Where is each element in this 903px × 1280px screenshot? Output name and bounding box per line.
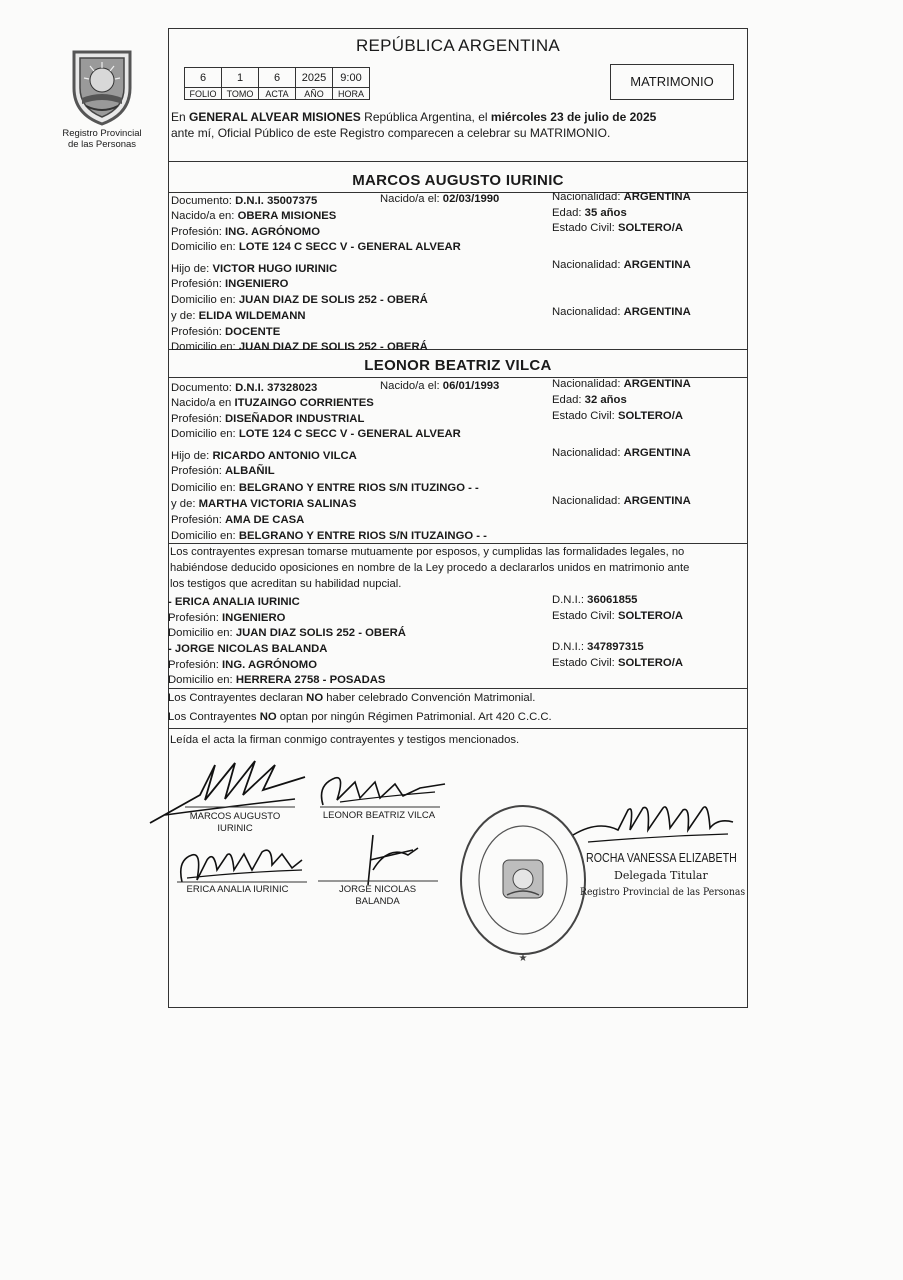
closing-statement: Leída el acta la firman conmigo contrayentes y testigos mencionados. <box>170 734 520 746</box>
value: INGENIERO <box>225 278 289 290</box>
intro-line1 <box>171 110 656 124</box>
divider <box>168 543 748 544</box>
spouse1-name-heading: MARCOS AUGUSTO IURINIC <box>352 172 564 189</box>
value: D.N.I. 35007375 <box>235 195 318 207</box>
label: Nacido/a el: <box>380 193 443 205</box>
witness1-address <box>168 627 406 639</box>
value: BELGRANO Y ENTRE RIOS S/N ITUZAINGO - - <box>238 530 487 542</box>
spouse1-father <box>171 263 337 275</box>
label: Domicilio en: <box>171 241 239 253</box>
spouse2-nationality <box>552 378 691 390</box>
witness1-name: - ERICA ANALIA IURINIC <box>168 596 300 608</box>
declaration-line2: habiéndose deducido oposiciones en nombre de la Ley procedo a declararlos unidos en matrimonio ante <box>170 562 690 574</box>
signature-jorge <box>318 830 443 890</box>
intro-date: miércoles 23 de julio de 2025 <box>490 110 657 124</box>
value: 06/01/1993 <box>442 380 500 392</box>
regime-line1 <box>168 692 535 704</box>
label: y de: <box>171 498 199 510</box>
text: haber celebrado Convención Matrimonial. <box>323 692 536 704</box>
label: Profesión: <box>171 413 226 425</box>
value: AMA DE CASA <box>225 514 305 526</box>
witness2-dni <box>552 641 644 653</box>
value: VICTOR HUGO IURINIC <box>212 263 338 275</box>
text: Los Contrayentes declaran <box>168 692 307 704</box>
value: BELGRANO Y ENTRE RIOS S/N ITUZINGO - - <box>238 482 479 494</box>
label: Estado Civil: <box>552 657 618 669</box>
spouse1-document <box>171 195 317 207</box>
signature-erica <box>172 840 312 890</box>
intro-line2: ante mí, Oficial Público de este Registro comparecen a celebrar su MATRIMONIO. <box>171 126 611 140</box>
spouse1-mother-nationality <box>552 306 691 318</box>
official-org: Registro Provincial de las Personas <box>580 886 746 898</box>
spouse1-age <box>552 207 627 219</box>
witness2-address <box>168 674 385 686</box>
value: ING. AGRÓNOMO <box>222 659 317 671</box>
spouse2-mother-nationality <box>552 495 691 507</box>
spouse1-mother-profession <box>171 326 280 338</box>
logo-caption-line1: Registro Provincial <box>62 128 142 139</box>
label: Domicilio en: <box>171 428 239 440</box>
label: Profesión: <box>171 514 226 526</box>
label: Domicilio en: <box>171 341 239 353</box>
spouse2-birthdate <box>380 380 499 392</box>
folio-label: FOLIO <box>185 88 222 100</box>
value: ARGENTINA <box>623 306 691 318</box>
label: Domicilio en: <box>168 674 236 686</box>
regime-line2 <box>168 711 552 723</box>
spouse1-nationality <box>552 191 691 203</box>
divider <box>168 728 748 729</box>
label: Estado Civil: <box>552 610 618 622</box>
value: 36061855 <box>587 594 638 606</box>
spouse1-father-profession <box>171 278 288 290</box>
spouse1-mother-address <box>171 341 428 353</box>
spouse1-profession <box>171 226 320 238</box>
label: Profesión: <box>171 465 226 477</box>
spouse1-father-address <box>171 294 428 306</box>
value: LOTE 124 C SECC V - GENERAL ALVEAR <box>238 428 461 440</box>
spouse2-document <box>171 382 317 394</box>
label: Profesión: <box>168 659 223 671</box>
label: Estado Civil: <box>552 410 618 422</box>
spouse2-mother-address <box>171 530 487 542</box>
registry-logo <box>62 44 142 126</box>
value: LOTE 124 C SECC V - GENERAL ALVEAR <box>238 241 461 253</box>
value: ALBAÑIL <box>225 465 275 477</box>
label: Nacionalidad: <box>552 191 624 203</box>
signature-label-leonor: LEONOR BEATRIZ VILCA <box>322 810 436 821</box>
registry-numbers-table <box>184 67 370 100</box>
value: JUAN DIAZ DE SOLIS 252 - OBERÁ <box>238 294 428 306</box>
acta-label: ACTA <box>259 88 296 100</box>
intro-place: GENERAL ALVEAR MISIONES <box>189 110 361 124</box>
label: Domicilio en: <box>168 627 236 639</box>
label: Nacido/a el: <box>380 380 443 392</box>
value: INGENIERO <box>222 612 286 624</box>
value: HERRERA 2758 - POSADAS <box>235 674 386 686</box>
country-title: REPÚBLICA ARGENTINA <box>355 36 561 55</box>
label: Documento: <box>171 195 236 207</box>
line: JORGE NICOLAS <box>338 884 417 895</box>
witness1-dni <box>552 594 637 606</box>
label: Edad: <box>552 394 585 406</box>
label: D.N.I.: <box>552 594 588 606</box>
divider <box>168 161 748 162</box>
value: SOLTERO/A <box>617 657 683 669</box>
logo-caption <box>52 128 152 150</box>
signature-label-jorge <box>320 884 435 908</box>
label: Domicilio en: <box>171 294 239 306</box>
spouse2-father-nationality <box>552 447 691 459</box>
spouse2-birthplace <box>171 397 374 409</box>
label: Estado Civil: <box>552 222 618 234</box>
value: ITUZAINGO CORRIENTES <box>234 397 374 409</box>
label: Nacionalidad: <box>552 495 624 507</box>
text: optan por ningún Régimen Patrimonial. Art 420 C.C.C. <box>276 711 552 723</box>
label: Domicilio en: <box>171 482 239 494</box>
value: JUAN DIAZ SOLIS 252 - OBERÁ <box>235 627 406 639</box>
tomo-value: 1 <box>222 68 259 88</box>
value: 347897315 <box>587 641 644 653</box>
bold: NO <box>259 711 277 723</box>
anio-value: 2025 <box>296 68 333 88</box>
label: Nacionalidad: <box>552 447 624 459</box>
witness2-profession <box>168 659 317 671</box>
spouse2-mother-profession <box>171 514 304 526</box>
spouse2-age <box>552 394 627 406</box>
value: DISEÑADOR INDUSTRIAL <box>225 413 365 425</box>
label: Nacido/a en <box>171 397 235 409</box>
witness2-name: - JORGE NICOLAS BALANDA <box>168 643 328 655</box>
spouse1-birthdate <box>380 193 499 205</box>
text: Los Contrayentes <box>168 711 260 723</box>
label: Nacionalidad: <box>552 378 624 390</box>
label: Nacido/a en: <box>171 210 238 222</box>
spouse1-father-nationality <box>552 259 691 271</box>
label: Edad: <box>552 207 585 219</box>
label: Documento: <box>171 382 236 394</box>
value: ELIDA WILDEMANN <box>198 310 306 322</box>
value: ARGENTINA <box>623 259 691 271</box>
intro-mid: República Argentina, el <box>360 110 491 124</box>
value: ARGENTINA <box>623 191 691 203</box>
act-type-box: MATRIMONIO <box>610 64 734 100</box>
label: Nacionalidad: <box>552 306 624 318</box>
spouse2-profession <box>171 413 364 425</box>
value: ARGENTINA <box>623 495 691 507</box>
label: Profesión: <box>171 278 226 290</box>
label: Profesión: <box>168 612 223 624</box>
value: ARGENTINA <box>623 447 691 459</box>
tomo-label: TOMO <box>222 88 259 100</box>
value: 32 años <box>584 394 627 406</box>
line: IURINIC <box>217 823 253 834</box>
declaration-line1: Los contrayentes expresan tomarse mutuamente por esposos, y cumplidas las formalidades legales, no <box>170 546 685 558</box>
label: Profesión: <box>171 226 226 238</box>
intro-pre: En <box>171 110 190 124</box>
witness2-civil-status <box>552 657 683 669</box>
spouse2-civil-status <box>552 410 683 422</box>
signature-label-erica: ERICA ANALIA IURINIC <box>186 884 289 895</box>
value: RICARDO ANTONIO VILCA <box>212 450 357 462</box>
value: MARTHA VICTORIA SALINAS <box>198 498 357 510</box>
declaration-line3: los testigos que acreditan su habilidad nupcial. <box>170 578 402 590</box>
spouse2-name-heading: LEONOR BEATRIZ VILCA <box>364 357 552 374</box>
official-title: Delegada Titular <box>614 869 708 882</box>
value: ING. AGRÓNOMO <box>225 226 320 238</box>
label: Hijo de: <box>171 263 213 275</box>
label: Hijo de: <box>171 450 213 462</box>
value: D.N.I. 37328023 <box>235 382 318 394</box>
acta-value: 6 <box>259 68 296 88</box>
line: BALANDA <box>355 896 400 907</box>
spouse1-address <box>171 241 461 253</box>
anio-label: AÑO <box>296 88 333 100</box>
value: SOLTERO/A <box>617 222 683 234</box>
value: 02/03/1990 <box>442 193 500 205</box>
value: 35 años <box>584 207 627 219</box>
signature-leonor <box>315 770 455 815</box>
witness1-profession <box>168 612 285 624</box>
svg-text:★: ★ <box>518 953 528 964</box>
value: OBERA MISIONES <box>237 210 337 222</box>
label: y de: <box>171 310 199 322</box>
value: SOLTERO/A <box>617 610 683 622</box>
witness1-civil-status <box>552 610 683 622</box>
spouse2-father-address <box>171 482 479 494</box>
spouse1-mother <box>171 310 306 322</box>
logo-caption-line2: de las Personas <box>67 139 137 150</box>
spouse1-birthplace <box>171 210 336 222</box>
signature-label-marcos <box>175 811 295 835</box>
label: Nacionalidad: <box>552 259 624 271</box>
label: Profesión: <box>171 326 226 338</box>
spouse2-address <box>171 428 461 440</box>
folio-value: 6 <box>185 68 222 88</box>
value: ARGENTINA <box>623 378 691 390</box>
hora-label: HORA <box>333 88 370 100</box>
label: Domicilio en: <box>171 530 239 542</box>
line: MARCOS AUGUSTO <box>189 811 281 822</box>
spouse2-father-profession <box>171 465 275 477</box>
value: JUAN DIAZ DE SOLIS 252 - OBERÁ <box>238 341 428 353</box>
bold: NO <box>306 692 324 704</box>
spouse1-civil-status <box>552 222 683 234</box>
divider <box>168 688 748 689</box>
official-name: ROCHA VANESSA ELIZABETH <box>586 850 737 865</box>
hora-value: 9:00 <box>333 68 370 88</box>
signature-official <box>568 800 743 855</box>
label: D.N.I.: <box>552 641 588 653</box>
spouse2-father <box>171 450 357 462</box>
value: SOLTERO/A <box>617 410 683 422</box>
value: DOCENTE <box>225 326 281 338</box>
spouse2-mother <box>171 498 356 510</box>
